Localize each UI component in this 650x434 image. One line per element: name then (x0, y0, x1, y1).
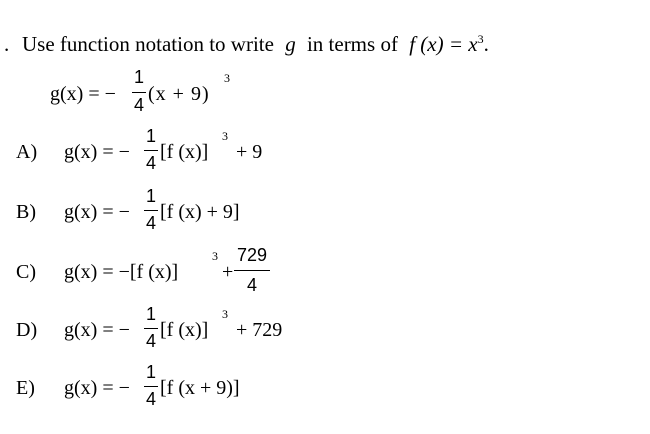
choice-d-frac-bar (144, 328, 158, 329)
given-exponent: 3 (224, 71, 230, 85)
choice-a-frac-numerator: 1 (145, 126, 156, 146)
choice-a-tail: + 9 (236, 141, 263, 163)
choice-a-body: [f (x)] (160, 141, 209, 163)
choice-d-body: [f (x)] (160, 319, 209, 341)
choice-a-exponent: 3 (222, 129, 228, 143)
choice-e-body: [f (x + 9)] (160, 377, 240, 399)
prompt-period: . (483, 32, 489, 56)
f-exponent: 3 (477, 32, 484, 46)
choice-b-frac-denominator: 4 (145, 213, 156, 233)
choice-d-exponent: 3 (222, 307, 228, 321)
question-prompt (22, 32, 489, 56)
choice-e-frac-bar (144, 386, 158, 387)
choice-c-exponent: 3 (212, 249, 218, 263)
choice-e-lhs: g(x) = − (64, 377, 130, 399)
choice-b-letter: B) (16, 201, 36, 223)
choice-a-frac-denominator: 4 (145, 153, 156, 173)
choice-c-letter: C) (16, 261, 36, 283)
choice-e-letter: E) (16, 377, 35, 399)
choice-c-frac-denominator: 4 (246, 275, 257, 295)
given-frac-bar (132, 92, 146, 93)
choice-c-plus: + (222, 261, 234, 283)
choice-c-lhs: g(x) = −[f (x)] (64, 261, 179, 283)
choice-d-letter: D) (16, 319, 38, 341)
choice-b-frac-numerator: 1 (145, 186, 156, 206)
choice-b-body: [f (x) + 9] (160, 201, 240, 223)
choice-c-frac-bar (234, 270, 270, 271)
g-variable: g (285, 32, 296, 56)
given-body: (x + 9) (148, 83, 210, 105)
choice-d-frac-numerator: 1 (145, 304, 156, 324)
given-frac-numerator: 1 (133, 67, 144, 87)
in-terms-of-text: in terms of (306, 32, 398, 56)
choice-e-frac-numerator: 1 (145, 362, 156, 382)
choice-d-lhs: g(x) = − (64, 319, 130, 341)
function-f-definition: f (x) = x (409, 32, 478, 56)
choice-c-frac-numerator: 729 (236, 245, 268, 265)
question-number: . (4, 32, 10, 56)
choice-a-letter: A) (16, 141, 38, 163)
choice-a-lhs: g(x) = − (64, 141, 130, 163)
choice-d-frac-denominator: 4 (145, 331, 156, 351)
given-frac-denominator: 4 (133, 95, 144, 115)
prompt-text: Use function notation to write (22, 32, 274, 56)
given-lhs: g(x) = − (50, 83, 116, 105)
choice-a-frac-bar (144, 150, 158, 151)
choice-b-lhs: g(x) = − (64, 201, 130, 223)
choice-e-frac-denominator: 4 (145, 389, 156, 409)
choice-d-tail: + 729 (236, 319, 283, 341)
choice-b-frac-bar (144, 210, 158, 211)
